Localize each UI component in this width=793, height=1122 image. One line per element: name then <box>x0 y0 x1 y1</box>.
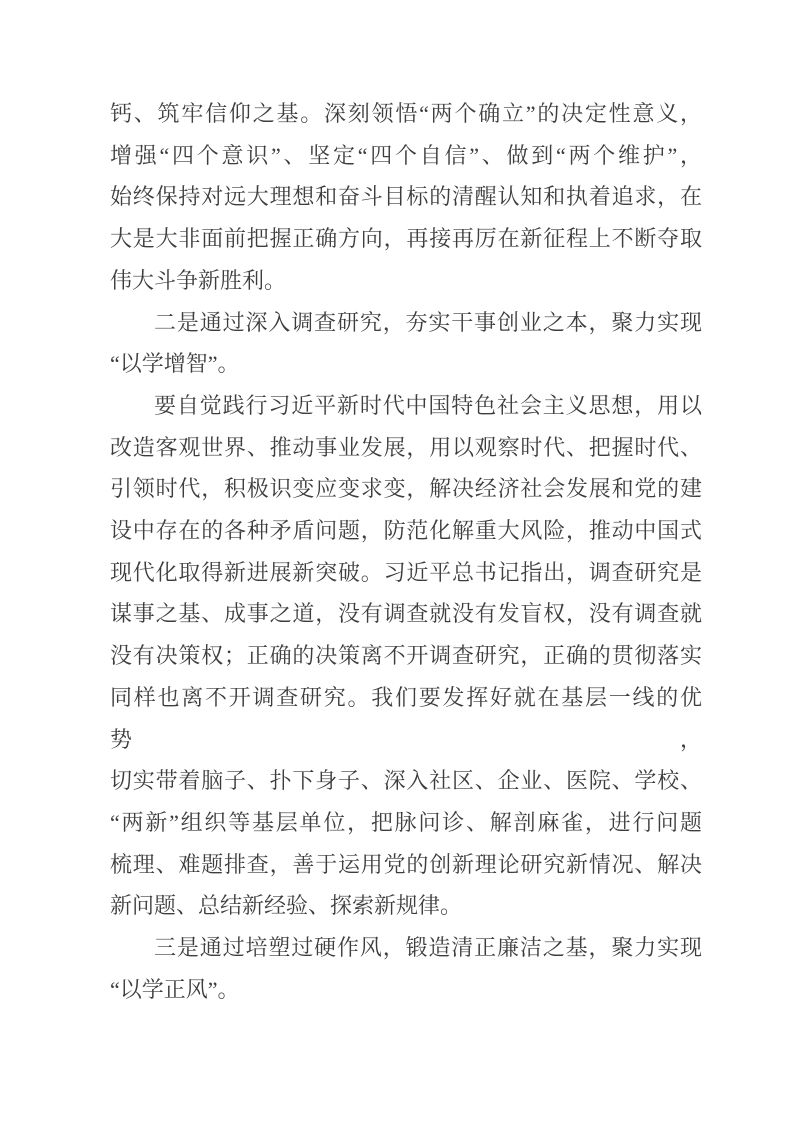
text-line: 始终保持对远大理想和奋斗目标的清醒认知和执着追求，在 <box>110 184 702 210</box>
text-line: 增强“四个意识”、坚定“四个自信”、做到“两个维护”， <box>110 142 702 168</box>
text-line: 现代化取得新进展新突破。习近平总书记指出，调查研究是 <box>110 559 702 585</box>
text-line: “以学正风”。 <box>110 976 240 1002</box>
text-line: 谋事之基、成事之道，没有调查就没有发盲权，没有调查就 <box>110 601 702 627</box>
text-line: 设中存在的各种矛盾问题，防范化解重大风险，推动中国式 <box>110 518 702 544</box>
text-line: “以学增智”。 <box>110 351 240 377</box>
text-line: 引领时代，积极识变应变求变，解决经济社会发展和党的建 <box>110 476 702 502</box>
text-line: 二是通过深入调查研究，夯实干事创业之本，聚力实现 <box>154 309 702 335</box>
text-line: 大是大非面前把握正确方向，再接再厉在新征程上不断夺取 <box>110 226 702 252</box>
text-line: 伟大斗争新胜利。 <box>110 267 287 293</box>
text-line: “两新”组织等基层单位，把脉问诊、解剖麻雀，进行问题 <box>110 809 702 835</box>
text-line: 改造客观世界、推动事业发展，用以观察时代、把握时代、 <box>110 434 702 460</box>
text-line: 新问题、总结新经验、探索新规律。 <box>110 893 463 919</box>
text-line: 同样也离不开调查研究。我们要发挥好就在基层一线的优势， <box>110 684 702 752</box>
text-line: 三是通过培塑过硬作风，锻造清正廉洁之基，聚力实现 <box>154 935 702 961</box>
text-line: 要自觉践行习近平新时代中国特色社会主义思想，用以 <box>154 392 702 418</box>
text-line: 梳理、难题排查，善于运用党的创新理论研究新情况、解决 <box>110 851 702 877</box>
text-line: 切实带着脑子、扑下身子、深入社区、企业、医院、学校、 <box>110 768 702 794</box>
text-line: 没有决策权；正确的决策离不开调查研究，正确的贯彻落实 <box>110 643 702 669</box>
text-line: 钙、筑牢信仰之基。深刻领悟“两个确立”的决定性意义， <box>110 101 702 126</box>
document-body-text <box>110 93 702 1010</box>
